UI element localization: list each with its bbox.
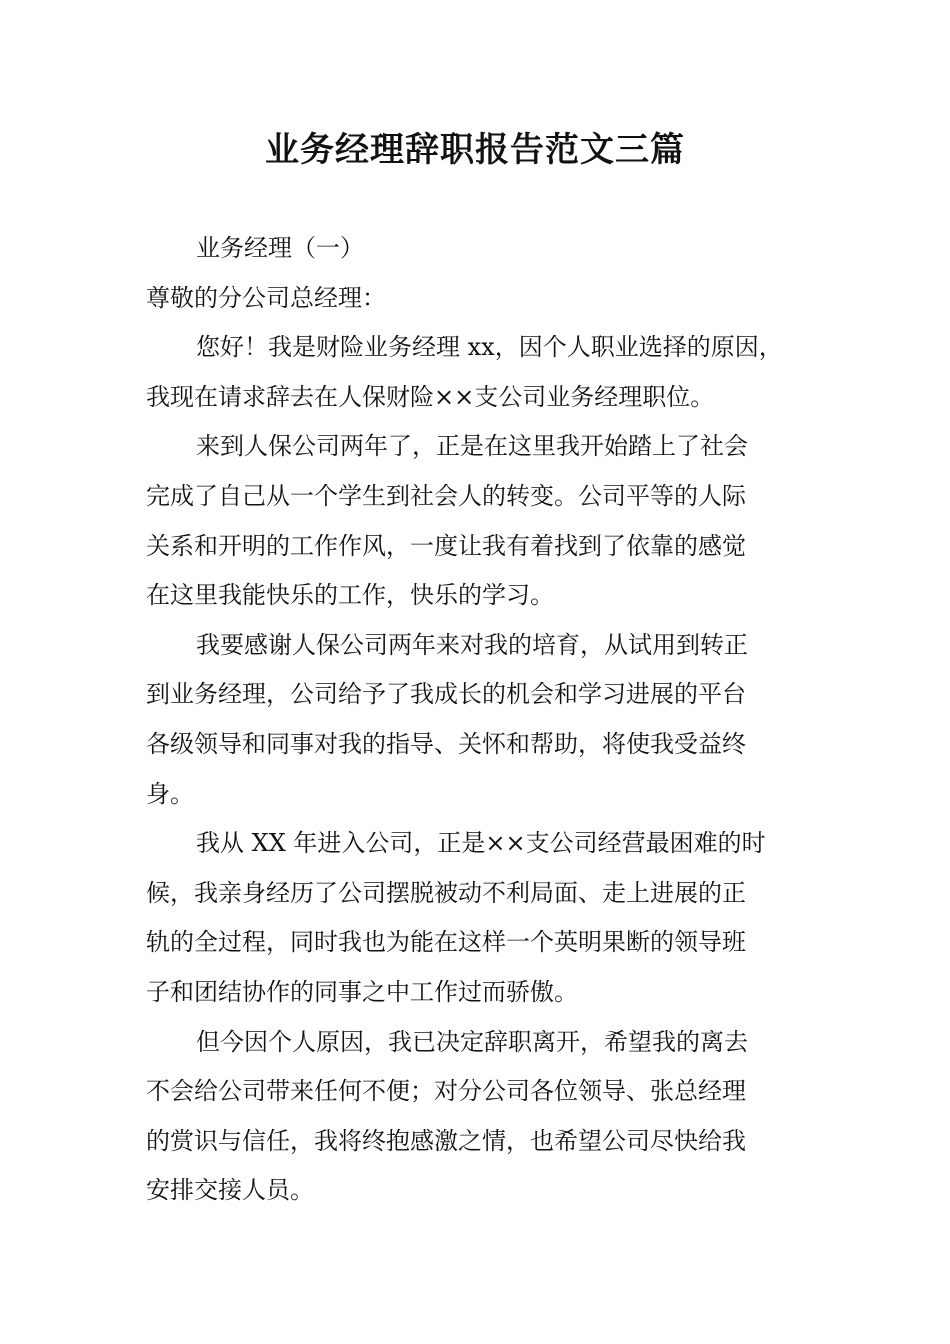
text-line: 我现在请求辞去在人保财险××支公司业务经理职位。 bbox=[146, 382, 715, 411]
text-line: 各级领导和同事对我的指导、关怀和帮助，将使我受益终 bbox=[146, 729, 746, 758]
text-line: 轨的全过程，同时我也为能在这样一个英明果断的领导班 bbox=[146, 928, 746, 957]
text-line: 完成了自己从一个学生到社会人的转变。公司平等的人际 bbox=[146, 481, 746, 510]
document-title: 业务经理辞职报告范文三篇 bbox=[265, 130, 685, 170]
text-line: 您好！我是财险业务经理 xx，因个人职业选择的原因， bbox=[196, 333, 783, 362]
document-body bbox=[146, 224, 828, 1216]
text-line: 我从 XX 年进入公司，正是××支公司经营最困难的时 bbox=[196, 829, 766, 858]
text-line: 到业务经理，公司给予了我成长的机会和学习进展的平台 bbox=[146, 680, 746, 709]
text-line: 安排交接人员。 bbox=[146, 1176, 314, 1205]
text-line: 但今因个人原因，我已决定辞职离开，希望我的离去 bbox=[196, 1027, 748, 1056]
section-heading: 业务经理（一） bbox=[196, 234, 364, 262]
text-line: 的赏识与信任，我将终抱感激之情，也希望公司尽快给我 bbox=[146, 1126, 746, 1155]
text-line: 候，我亲身经历了公司摆脱被动不利局面、走上进展的正 bbox=[146, 878, 746, 907]
salutation: 尊敬的分公司总经理： bbox=[146, 283, 386, 312]
text-line: 我要感谢人保公司两年来对我的培育，从试用到转正 bbox=[196, 630, 748, 659]
text-line: 在这里我能快乐的工作，快乐的学习。 bbox=[146, 581, 554, 610]
text-line: 身。 bbox=[146, 779, 194, 808]
text-line: 来到人保公司两年了，正是在这里我开始踏上了社会 bbox=[196, 432, 748, 461]
text-line: 不会给公司带来任何不便；对分公司各位领导、张总经理 bbox=[146, 1077, 746, 1106]
text-line: 关系和开明的工作作风，一度让我有着找到了依靠的感觉 bbox=[146, 531, 746, 560]
text-line: 子和团结协作的同事之中工作过而骄傲。 bbox=[146, 977, 578, 1006]
